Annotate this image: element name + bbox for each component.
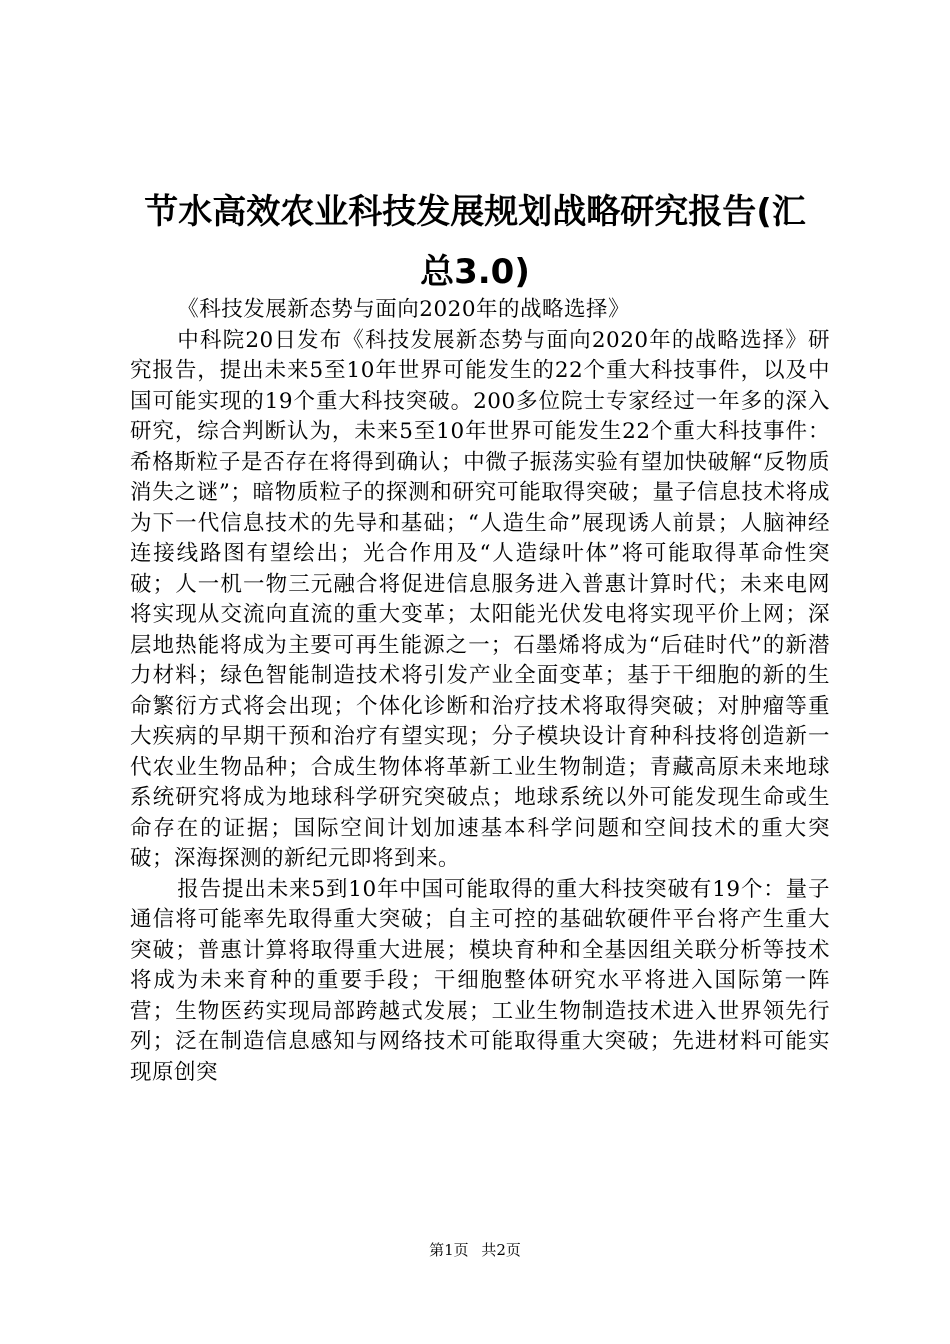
title-line-1: 节水高效农业科技发展规划战略研究报告(汇 bbox=[144, 192, 806, 232]
page-number-total: 共2页 bbox=[481, 1241, 521, 1259]
paragraph-1: 中科院20日发布《科技发展新态势与面向2020年的战略选择》研究报告，提出未来5至10年世界可能发生的22个重大科技事件，以及中国可能实现的19个重大科技突破。200多位院士专家经过一年多的深入研究，综合判断认为，未来5至10年世界可能发生22个重大科技事件：希格斯粒子是否存在将得到确认；中微子振荡实验有望加快破解“反物质消失之谜”；暗物质粒子的探测和研究可能取得突破；量子信息技术将成为下一代信息技术的先导和基础；“人造生命”展现诱人前景；人脑神经连接线路图有望绘出；光合作用及“人造绿叶体”将可能取得革命性突破；人一机一物三元融合将促进信息服务进入普惠计算时代；未来电网将实现从交流向直流的重大变革；太阳能光伏发电将实现平价上网；深层地热能将成为主要可再生能源之一；石墨烯将成为“后硅时代”的新潜力材料；绿色智能制造技术将引发产业全面变革；基于干细胞的新的生命繁衍方式将会出现；个体化诊断和治疗技术将取得突破；对肿瘤等重大疾病的早期干预和治疗有望实现；分子模块设计育种科技将创造新一代农业生物品种；合成生物体将革新工业生物制造；青藏高原未来地球系统研究将成为地球科学研究突破点；地球系统以外可能发现生命或生命存在的证据；国际空间计划加速基本科学问题和空间技术的重大突破；深海探测的新纪元即将到来。 bbox=[130, 327, 830, 871]
document-body bbox=[130, 295, 830, 1088]
paragraph-2: 报告提出未来5到10年中国可能取得的重大科技突破有19个：量子通信将可能率先取得重大突破；自主可控的基础软硬件平台将产生重大突破；普惠计算将取得重大进展；模块育种和全基因组关联分析等技术将成为未来育种的重要手段；干细胞整体研究水平将进入国际第一阵营；生物医药实现局部跨越式发展；工业生物制造技术进入世界领先行列；泛在制造信息感知与网络技术可能取得重大突破；先进材料可能实现原创突 bbox=[130, 876, 830, 1085]
title-line-2: 总3.0) bbox=[420, 252, 530, 292]
page-number-current: 第1页 bbox=[429, 1241, 469, 1259]
document-subtitle: 《科技发展新态势与面向2020年的战略选择》 bbox=[177, 297, 631, 322]
page-footer bbox=[0, 1240, 950, 1260]
document-title bbox=[120, 182, 830, 302]
